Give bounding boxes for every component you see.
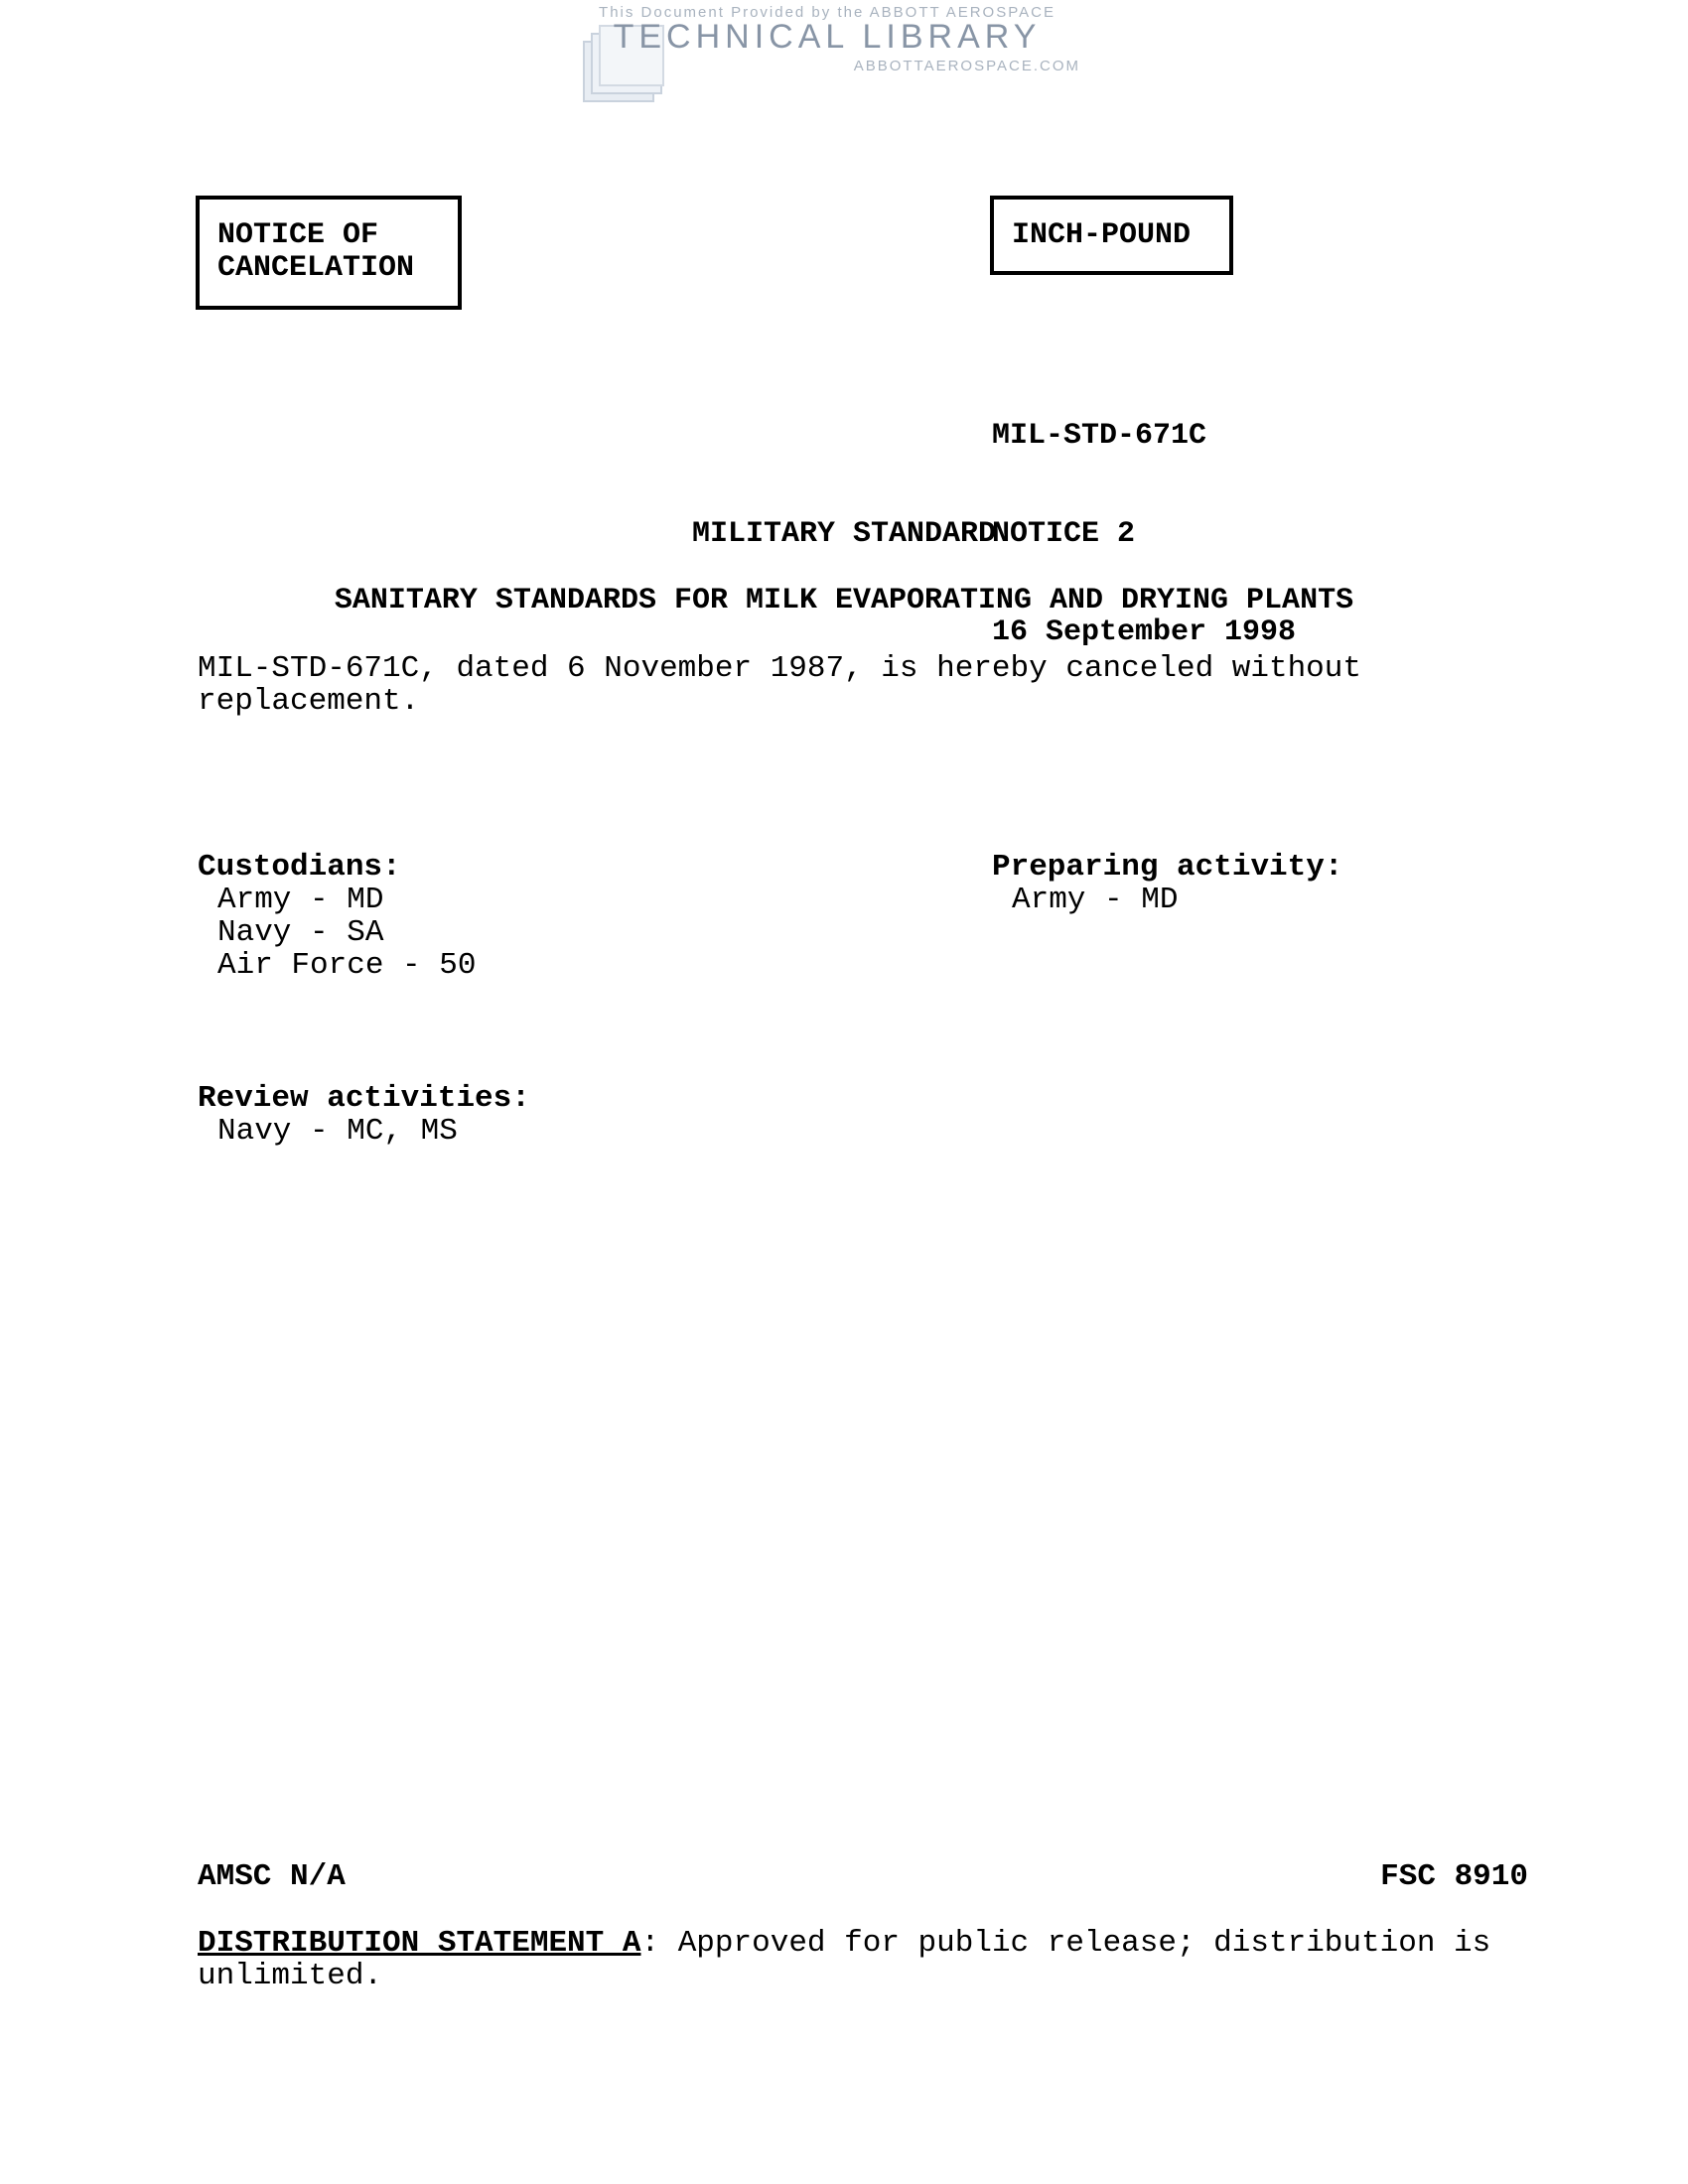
- inch-pound-label: INCH-POUND: [1012, 218, 1192, 252]
- review-activity-item: Navy - MC, MS: [217, 1114, 458, 1149]
- preparing-activity-section: [992, 851, 1342, 916]
- review-activities-section: [198, 1082, 530, 1148]
- preparing-activity-label: Preparing activity:: [992, 850, 1343, 885]
- watermark-website: ABBOTTAEROSPACE.COM: [853, 58, 1080, 74]
- inch-pound-box: [990, 196, 1233, 275]
- preparing-activity-item: Army - MD: [1012, 883, 1179, 917]
- distribution-statement-text: Approved for public release; distribution is unlimited.: [198, 1926, 1491, 1993]
- fsc-code: FSC 8910: [1380, 1859, 1528, 1894]
- review-activities-label: Review activities:: [198, 1081, 530, 1116]
- custodians-label: Custodians:: [198, 850, 401, 885]
- custodians-section: [198, 851, 476, 982]
- watermark-technical-library: TECHNICAL LIBRARY: [613, 18, 1042, 56]
- cancelation-statement: MIL-STD-671C, dated 6 November 1987, is hereby canceled without replacement.: [198, 651, 1380, 719]
- document-heading: MILITARY STANDARD: [691, 517, 997, 551]
- distribution-statement-label: DISTRIBUTION STATEMENT A: [198, 1926, 641, 1961]
- notice-number: NOTICE 2: [992, 517, 1136, 551]
- notice-of-cancelation-box: [196, 196, 462, 310]
- distribution-separator: :: [640, 1926, 660, 1961]
- document-title: SANITARY STANDARDS FOR MILK EVAPORATING AND DRYING PLANTS: [334, 584, 1354, 617]
- custodian-item: Navy - SA: [217, 915, 384, 950]
- notice-box-line-2: CANCELATION: [217, 251, 415, 285]
- watermark-provided-by: This Document Provided by the ABBOTT AEROSPACE: [599, 4, 1055, 21]
- custodian-item: Army - MD: [217, 883, 384, 917]
- document-number: MIL-STD-671C: [992, 419, 1207, 453]
- notice-date: 16 September 1998: [992, 615, 1297, 649]
- amsc-code: AMSC N/A: [198, 1859, 346, 1894]
- distribution-statement: [198, 1927, 1548, 1992]
- notice-box-line-1: NOTICE OF: [217, 218, 379, 252]
- custodian-item: Air Force - 50: [217, 948, 477, 983]
